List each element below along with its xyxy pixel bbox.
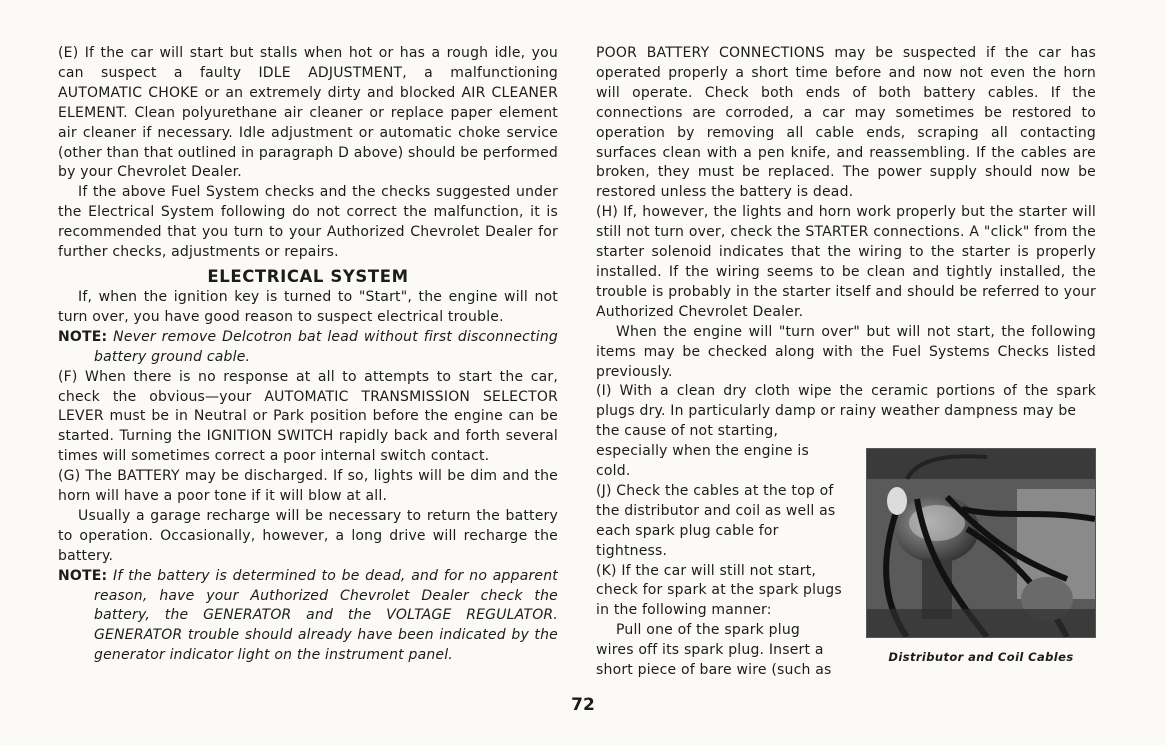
note-label: NOTE: (58, 567, 108, 584)
paragraph-j: (J) Check the cables at the top of the distributor and coil as well as each spark plug cable for tightness. (596, 482, 836, 559)
left-column (58, 44, 558, 666)
paragraph-pull-wire: Pull one of the spark plug wires off its spark plug. Insert a short piece of bare wire (such as (596, 622, 832, 679)
paragraph-will-not-start: When the engine will "turn over" but will not start, the following items may be checked along with the Fuel Systems Checks listed previously. (596, 323, 1096, 380)
note-label: NOTE: (58, 328, 108, 345)
paragraph-i: (I) With a clean dry cloth wipe the ceramic portions of the spark plugs dry. In particularly damp or rainy weather dampness may be (596, 383, 1096, 420)
note-delcotron (58, 328, 558, 368)
distributor-photo (866, 448, 1096, 638)
paragraph-k: (K) If the car will still not start, check for spark at the spark plugs in the following manner: (596, 562, 842, 619)
note-text: If the battery is determined to be dead, and for no apparent reason, have your Authorized Chevrolet Dealer check the battery, the GENERATOR and the VOLTAGE REGULATOR. GENERATOR trouble should already have been indicated by the generator indicator light on the instrument panel. (94, 567, 558, 664)
note-battery (58, 567, 558, 667)
paragraph-recharge: Usually a garage recharge will be necessary to return the battery to operation. Occasionally, however, a long drive will recharge the battery. (58, 507, 558, 564)
paragraph-battery-connections: POOR BATTERY CONNECTIONS may be suspected if the car has operated properly a short time before and now not even the horn will operate. Check both ends of both battery cables. If the connections are corroded, a car may sometimes be restored to operation by removing all cable ends, scraping all contacting surfaces clean with a pen knife, and reassembling. If the cables are broken, they must be replaced. The power supply should now be restored unless the battery is dead. (596, 45, 1096, 201)
paragraph-electrical-intro: If, when the ignition key is turned to "Start", the engine will not turn over, you have good reason to suspect electrical trouble. (58, 288, 558, 325)
paragraph-h: (H) If, however, the lights and horn work properly but the starter will still not turn over, check the STARTER connections. A "click" from the starter solenoid indicates that the wiring to the starter is properly installed. If the wiring seems to be clean and tightly installed, the trouble is probably in the starter itself and should be referred to your Authorized Chevrolet Dealer. (596, 204, 1096, 320)
paragraph-f: (F) When there is no response at all to attempts to start the car, check the obvious—your AUTOMATIC TRANSMISSION SELECTOR LEVER must be in Neutral or Park position before the engine can be started. Turning the IGNITION SWITCH rapidly back and forth several times will sometimes correct a poor internal switch contact. (58, 368, 558, 465)
figure-caption: Distributor and Coil Cables (888, 650, 1074, 664)
engine-photo-image (866, 448, 1096, 638)
note-text: Never remove Delcotron bat lead without first disconnecting battery ground cable. (94, 328, 558, 365)
section-heading: ELECTRICAL SYSTEM (207, 266, 409, 286)
page-number: 72 (571, 695, 595, 715)
paragraph-i-cont: the cause of not starting, especially when the engine is cold. (596, 423, 809, 480)
distributor-coil-illustration (867, 449, 1095, 637)
paragraph-g: (G) The BATTERY may be discharged. If so, lights will be dim and the horn will have a poor tone if it will blow at all. (58, 468, 558, 505)
paragraph-e: (E) If the car will start but stalls when hot or has a rough idle, you can suspect a faulty IDLE ADJUSTMENT, a malfunctioning AUTOMATIC CHOKE or an extremely dirty and blocked AIR CLEANER ELEMENT. Clean polyurethane air cleaner or replace paper element air cleaner if necessary. Idle adjustment or automatic choke service (other than that outlined in paragraph D above) should be performed by your Chevrolet Dealer. (58, 45, 558, 181)
paragraph-fuel-summary: If the above Fuel System checks and the checks suggested under the Electrical System following do not correct the malfunction, it is recommended that you turn to your Authorized Chevrolet Dealer for further checks, adjustments or repairs. (58, 184, 558, 261)
